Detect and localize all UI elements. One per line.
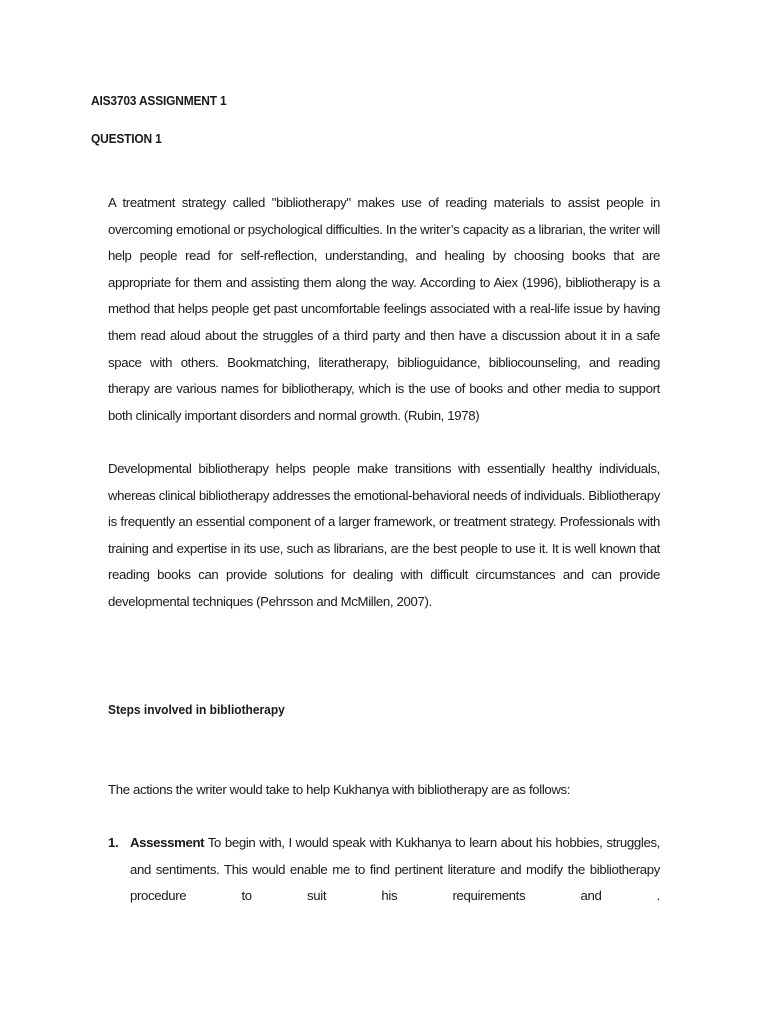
- paragraph-introduction: A treatment strategy called "bibliotherapy" makes use of reading materials to assist people in overcoming emotional or psychological difficulties. In the writer’s capacity as a librarian, the writer will help people read for self-reflection, understanding, and healing by choosing books that are appropriate for them and assisting them along the way. According to Aiex (1996), bibliotherapy is a method that helps people get past uncomfortable feelings associated with a real-life issue by having them read aloud about the struggles of a third party and then have a discussion about it in a safe space with others. Bookmatching, literatherapy, biblioguidance, bibliocounseling, and reading therapy are various names for bibliotherapy, which is the use of books and other media to support both clinically important disorders and normal growth. (Rubin, 1978): [108, 195, 660, 423]
- step-body: [130, 830, 660, 910]
- step-term: Assessment: [130, 835, 205, 850]
- paragraph-developmental: Developmental bibliotherapy helps people make transitions with essentially healthy individuals, whereas clinical bibliotherapy addresses the emotional-behavioral needs of individuals. Bibliotherapy is frequently an essential component of a larger framework, or treatment strategy. Professionals with training and expertise in its use, such as librarians, are the best people to use it. It is well known that reading books can provide solutions for dealing with difficult circumstances and can provide developmental techniques (Pehrsson and McMillen, 2007).: [108, 461, 660, 609]
- steps-heading: Steps involved in bibliotherapy: [108, 702, 285, 717]
- step-text: To begin with, I would speak with Kukhanya to learn about his hobbies, struggles, and sentiments. This would enable me to find pertinent literature and modify the bibliotherapy procedure to suit his requirements and .: [130, 835, 660, 904]
- actions-intro: The actions the writer would take to help Kukhanya with bibliotherapy are as follows:: [108, 782, 571, 797]
- document-title: AIS3703 ASSIGNMENT 1: [91, 93, 227, 108]
- question-heading: QUESTION 1: [91, 131, 162, 146]
- step-number: 1.: [108, 835, 119, 850]
- list-item: [108, 830, 660, 910]
- steps-list: [108, 830, 660, 910]
